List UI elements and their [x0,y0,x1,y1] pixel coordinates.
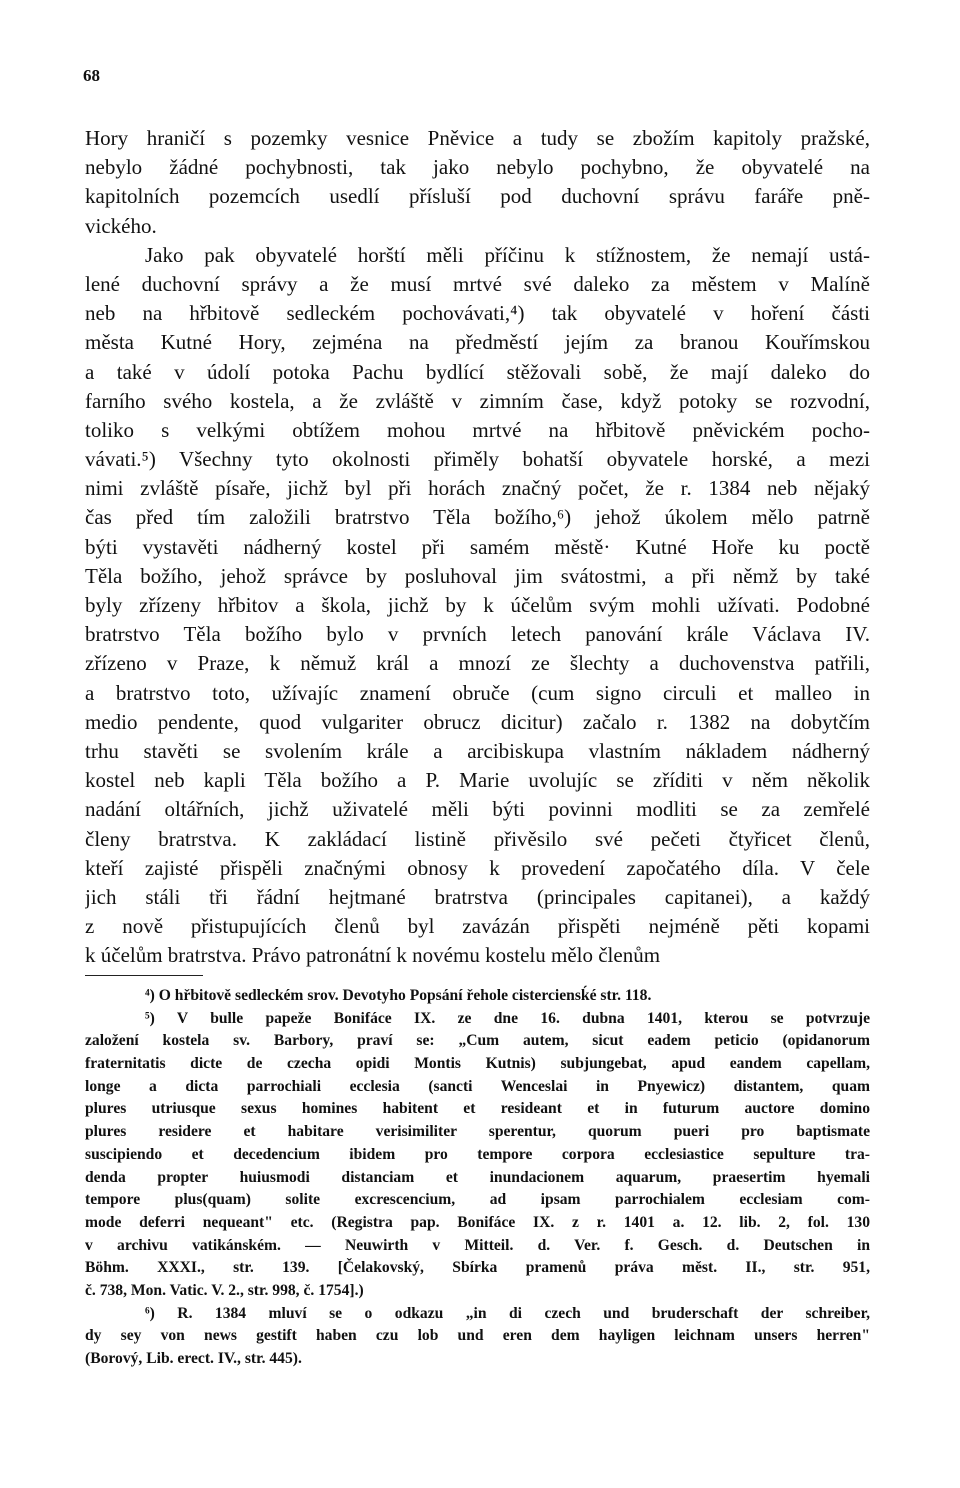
footnote-line: Böhm. XXXI., str. 139. [Čelakovský, Sbírka pramenů práva měst. II., str. 951, [85,1259,870,1277]
body-line: vického. [85,213,157,238]
body-line: Těla božího, jehož správce by posluhoval jim svátostmi, a při němž by také [85,563,870,588]
body-line: neb na hřbitově sedleckém pochovávati,⁴) tak obyvatelé v hoření části [85,301,870,326]
page-number: 68 [83,66,100,85]
body-line: byly zřízeny hřbitov a škola, jichž by k účelům svým mohli užívati. Podobné [85,593,870,617]
body-line: jich stáli tři řádní hejtmané bratrstva (principales capitanei), a každý [85,884,870,909]
footnote-line: v archivu vatikánském. — Neuwirth v Mitteil. d. Ver. f. Gesch. d. Deutschen in [85,1236,870,1254]
body-line: Jako pak obyvatelé horští měli příčinu k stížnostem, že nemají ustá- [145,242,870,267]
footnote-line: suscipiendo et decedencium ibidem pro tempore corpora ecclesiastice sepulture tra- [85,1145,870,1163]
footnote-line: mode deferri nequeant" etc. (Registra pap. Bonifáce IX. z r. 1401 a. 12. lib. 2, fol. 130 [85,1213,870,1231]
footnotes [85,985,870,1371]
body-line: toliko s velkými obtížem mohou mrtvé na hřbitově pněvickém pocho- [85,417,870,442]
body-line: trhu stavěti se svolením krále a arcibiskupa vlastním nákladem nádherný [85,738,870,763]
footnote-line: denda propter huiusmodi distanciam et inundacionem aquarum, praesertim hyemali [85,1168,870,1186]
footnote-line: založení kostela sv. Barbory, praví se: „Cum autem, sicut eadem peticio (opidanorum [85,1032,870,1050]
footnote-line: fraternitatis dicte de czecha opidi Montis Kutnis) subjungebat, apud eandem capellam, [85,1055,870,1073]
body-line: medio pendente, quod vulgariter obrucz dicitur) začalo r. 1382 na dobytčím [85,709,870,734]
body-line: lené duchovní správy a že musí mrtvé své daleko za městem v Malíně [85,271,870,296]
body-line: kapitolních pozemcích usedlí přísluší pod duchovní správu faráře pně- [85,184,870,209]
footnote-line: č. 738, Mon. Vatic. V. 2., str. 998, č. 1754].) [85,1281,364,1299]
footnote-line: dy sey von news gestift haben czu lob und eren dem hayligen leichnam unsers herren" [85,1327,870,1345]
footnote-line: plures residere et habitare verisimiliter sperentur, quorum pueri pro baptismate [85,1123,870,1141]
body-line: vávati.⁵) Všechny tyto okolnosti přiměly bohatší obyvatele horské, a mezi [85,447,870,472]
body-line: farního svého kostela, a že zvláště v zimním čase, když potoky se rozvodní, [85,388,870,413]
body-line: kteří zajisté přispěli značnými obnosy k provedení započatého díla. V čele [85,855,870,880]
body-line: zřízeno v Praze, k němuž král a mnozí ze šlechty a duchovenstva patřili, [85,651,870,676]
footnote-line: longe a dicta parrochiali ecclesia (sancti Wenceslai in Pnyewicz) distantem, quam [85,1077,870,1095]
body-line: a bratrstvo toto, užívajíc znamení obruče (cum signo circuli et malleo in [85,680,870,705]
footnote-line: (Borový, Lib. erect. IV., str. 445). [85,1350,302,1367]
body-line: k účelům bratrstva. Právo patronátní k novému kostelu mělo členům [85,943,661,968]
body-text [85,124,870,970]
footnote-line: ⁵) V bulle papeže Bonifáce IX. ze dne 16. dubna 1401, kterou se potvrzuje [145,1009,870,1027]
body-line: nimi zvláště písaře, jichž byl při horách značný počet, že r. 1384 neb nějaký [85,476,870,501]
body-line: kostel neb kapli Těla božího a P. Marie uvolujíc se zříditi v něm několik [85,768,870,793]
body-line: Hory hraničí s pozemky vesnice Pněvice a tudy se zbožím kapitoly pražské, [85,126,870,150]
body-line: býti vystavěti nádherný kostel při samém městě· Kutné Hoře ku poctě [85,534,870,559]
body-line: nadání oltářních, jichž uživatelé měli býti povinni modliti se za zemřelé [85,797,870,822]
footnote-divider [85,975,203,976]
footnote-line: ⁴) O hřbitově sedleckém srov. Devotyho Popsání řehole cisterciensḱé str. 118. [145,987,652,1004]
body-line: členy bratrstva. K zakládací listině přivěsilo své pečeti čtyřicet členů, [85,826,870,851]
body-line: a také v údolí potoka Pachu bydlící stěžovali sobě, že mají daleko do [85,359,870,384]
footnote-line: tempore plus(quam) solite excrescencium, ad ipsam parrochialem ecclesiam com- [85,1191,870,1209]
footnote-line: ⁶) R. 1384 mluví se o odkazu „in di czech und bruderschaft der schreiber, [145,1304,870,1322]
body-line: z nově přistupujících členů byl zavázán přispěti nejméně pěti kopami [85,914,870,939]
body-line: města Kutné Hory, zejména na předměstí jejím za branou Kouřímskou [85,330,870,355]
footnote-line: plures utriusque sexus homines habitent et resideant et in futurum auctore domino [85,1100,870,1118]
body-line: bratrstvo Těla božího bylo v prvních letech panování krále Václava IV. [85,622,870,647]
body-line: nebylo žádné pochybnosti, tak jako nebylo pochybno, že obyvatelé na [85,155,870,180]
body-line: čas před tím založili bratrstvo Těla božího,⁶) jehož úkolem mělo patrně [85,505,870,530]
